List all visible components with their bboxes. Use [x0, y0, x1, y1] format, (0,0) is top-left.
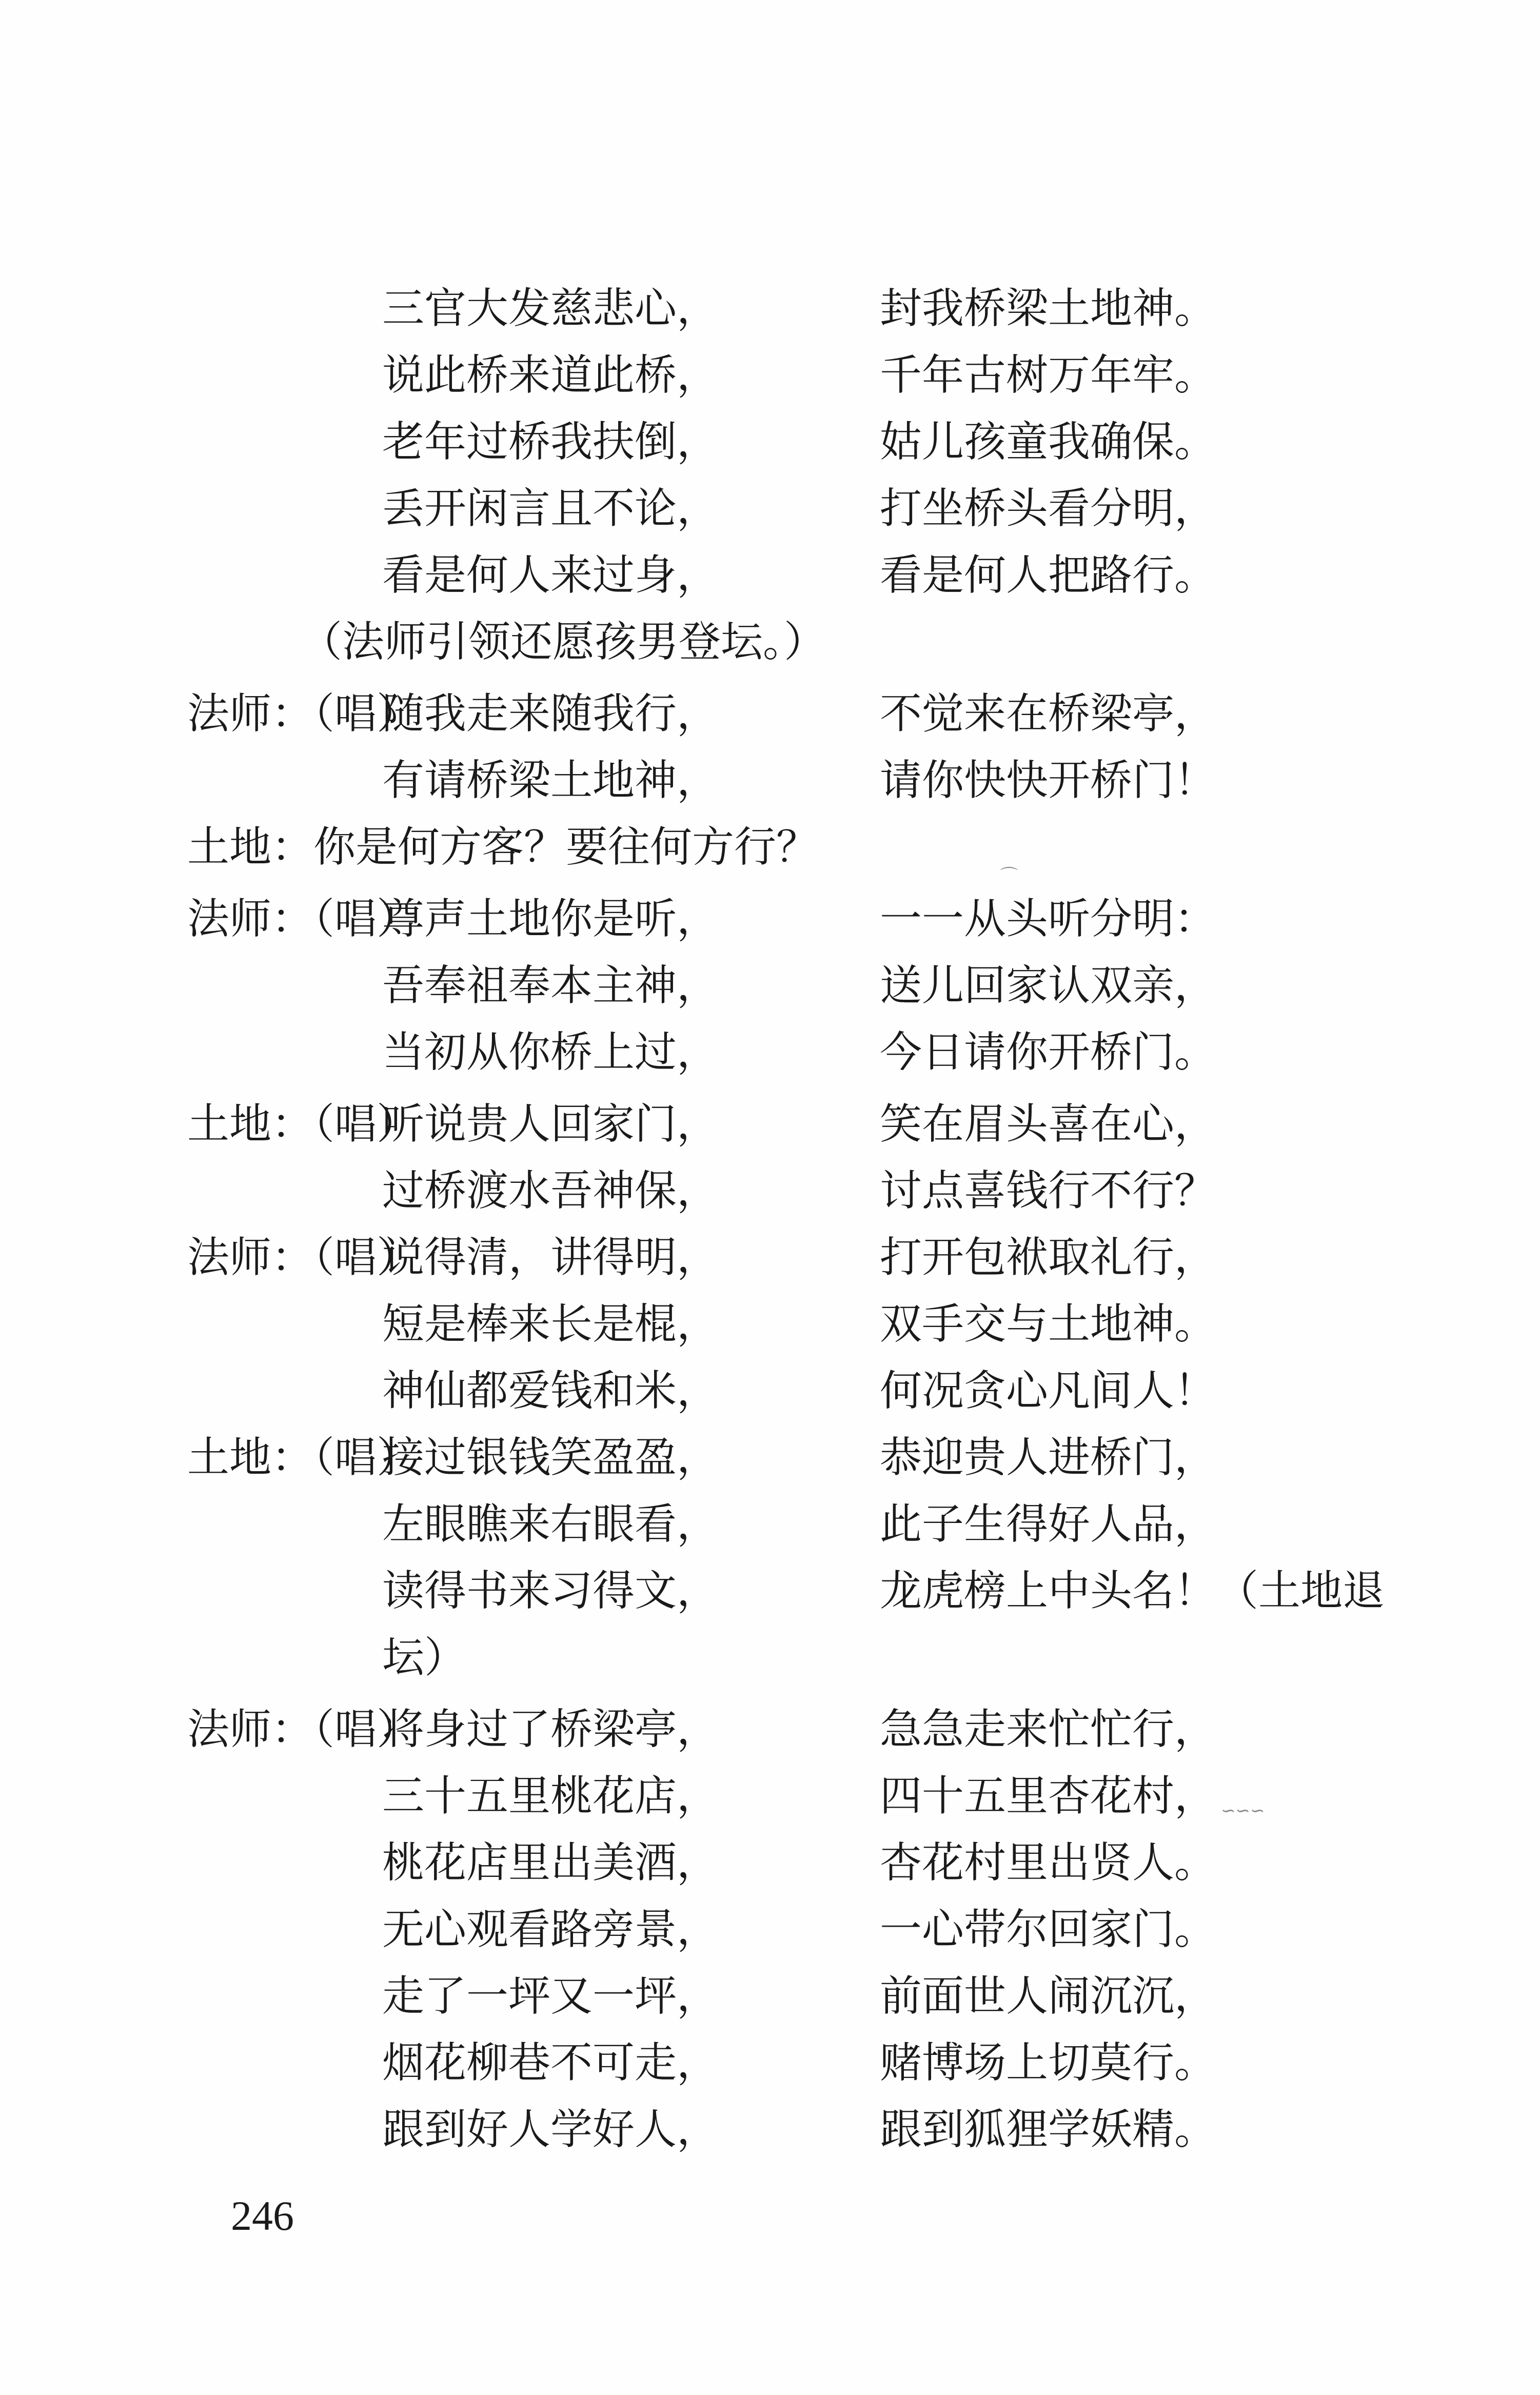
verse-line: [0, 1360, 1540, 1422]
verse-line: [0, 2099, 1540, 2161]
verse-line: [0, 955, 1540, 1017]
verse-left: 左眼瞧来右眼看，: [382, 1500, 719, 1549]
verse-line: [0, 1022, 1540, 1083]
verse-right: 双手交与土地神。: [880, 1300, 1217, 1349]
speaker-label: 土地：（唱）: [187, 1433, 419, 1482]
verse-line: [0, 1160, 1540, 1222]
verse-left: 过桥渡水吾神保，: [382, 1166, 719, 1215]
verse-right: 跟到狐狸学妖精。: [880, 2105, 1217, 2154]
verse-left: 说得清，讲得明，: [382, 1233, 719, 1282]
verse-left: 三官大发慈悲心，: [382, 284, 719, 333]
verse-left: 看是何人来过身，: [382, 551, 719, 600]
verse-line: [0, 1766, 1540, 1827]
scan-speck: ⌒: [1000, 866, 1018, 886]
verse-right: 打坐桥头看分明，: [880, 484, 1217, 533]
verse-right: 四十五里杏花村，: [880, 1772, 1217, 1820]
verse-line: [0, 1494, 1540, 1555]
verse-left: 读得书来习得文，: [382, 1567, 719, 1615]
verse-line: [0, 2032, 1540, 2094]
verse-left: 跟到好人学好人，: [382, 2105, 719, 2154]
verse-right: 讨点喜钱行不行？: [880, 1166, 1217, 1215]
verse-right: 姑儿孩童我确保。: [880, 418, 1217, 466]
verse-left: 接过银钱笑盈盈，: [382, 1433, 719, 1482]
stage-direction: [0, 611, 1540, 673]
verse-line: [0, 1966, 1540, 2027]
verse-right: 恭迎贵人进桥门，: [880, 1433, 1217, 1482]
verse-left: 当初从你桥上过，: [382, 1028, 719, 1077]
verse-line: [0, 545, 1540, 606]
verse-line: [0, 278, 1540, 340]
verse-line: [0, 1627, 1540, 1689]
verse-right: 封我桥梁土地神。: [880, 284, 1217, 333]
verse-right: 今日请你开桥门。: [880, 1028, 1217, 1077]
verse-left: 神仙都爱钱和米，: [382, 1367, 719, 1415]
verse-left: 无心观看路旁景，: [382, 1905, 719, 1954]
verse-left: 坛）: [382, 1633, 467, 1682]
verse-line: [0, 1560, 1540, 1622]
dialogue-line: [0, 817, 1540, 878]
verse-line: [0, 750, 1540, 811]
verse-line: [0, 1832, 1540, 1894]
verse-left: 短是棒来长是棍，: [382, 1300, 719, 1349]
speaker-label: 法师：（唱）: [187, 895, 419, 943]
verse-line: [0, 683, 1540, 745]
verse-line: [0, 478, 1540, 540]
verse-line: [0, 1427, 1540, 1489]
verse-left: 吾奉祖奉本主神，: [382, 961, 719, 1010]
speaker-label: 土地：（唱）: [187, 1100, 419, 1149]
verse-right: 送儿回家认双亲，: [880, 961, 1217, 1010]
speaker-label: 法师：（唱）: [187, 1705, 419, 1754]
verse-line: [0, 1294, 1540, 1355]
verse-left: 有请桥梁土地神，: [382, 756, 719, 805]
verse-right: 杏花村里出贤人。: [880, 1838, 1217, 1887]
verse-left: 走了一坪又一坪，: [382, 1972, 719, 2021]
verse-line: [0, 411, 1540, 473]
page-number: 246: [231, 2192, 294, 2239]
speaker-label: 法师：（唱）: [187, 689, 419, 738]
verse-left: 老年过桥我扶倒，: [382, 418, 719, 466]
verse-left: 说此桥来道此桥，: [382, 351, 719, 400]
stage-direction-text: （法师引领还愿孩男登坛。）: [300, 618, 826, 666]
verse-left: 三十五里桃花店，: [382, 1772, 719, 1820]
verse-line: [0, 1699, 1540, 1760]
verse-right: 急急走来忙忙行，: [880, 1705, 1217, 1754]
verse-right: 千年古树万年牢。: [880, 351, 1217, 400]
verse-left: 丢开闲言且不论，: [382, 484, 719, 533]
speaker-label: 法师：（唱）: [187, 1233, 419, 1282]
verse-line: [0, 345, 1540, 406]
verse-right: 前面世人闹沉沉，: [880, 1972, 1217, 2021]
verse-line: [0, 1899, 1540, 1961]
verse-right: 龙虎榜上中头名！（土地退: [880, 1567, 1385, 1615]
verse-left: 桃花店里出美酒，: [382, 1838, 719, 1887]
verse-right: 何况贪心凡间人！: [880, 1367, 1217, 1415]
verse-right: 赌博场上切莫行。: [880, 2038, 1217, 2087]
verse-left: 尊声土地你是听，: [382, 895, 719, 943]
verse-right: 请你快快开桥门！: [880, 756, 1217, 805]
verse-left: 听说贵人回家门，: [382, 1100, 719, 1149]
scan-speck: ∽∽∽: [1221, 1800, 1265, 1821]
verse-line: [0, 1094, 1540, 1155]
verse-right: 看是何人把路行。: [880, 551, 1217, 600]
verse-right: 笑在眉头喜在心，: [880, 1100, 1217, 1149]
verse-right: 不觉来在桥梁亭，: [880, 689, 1217, 738]
verse-right: 打开包袱取礼行，: [880, 1233, 1217, 1282]
verse-right: 一一从头听分明：: [880, 895, 1217, 943]
verse-line: [0, 1227, 1540, 1289]
verse-left: 烟花柳巷不可走，: [382, 2038, 719, 2087]
verse-left: 将身过了桥梁亭，: [382, 1705, 719, 1754]
dialogue-text: 土地：你是何方客？要往何方行？: [187, 823, 819, 872]
verse-right: 此子生得好人品，: [880, 1500, 1217, 1549]
verse-line: [0, 888, 1540, 950]
verse-right: 一心带尔回家门。: [880, 1905, 1217, 1954]
verse-left: 随我走来随我行，: [382, 689, 719, 738]
